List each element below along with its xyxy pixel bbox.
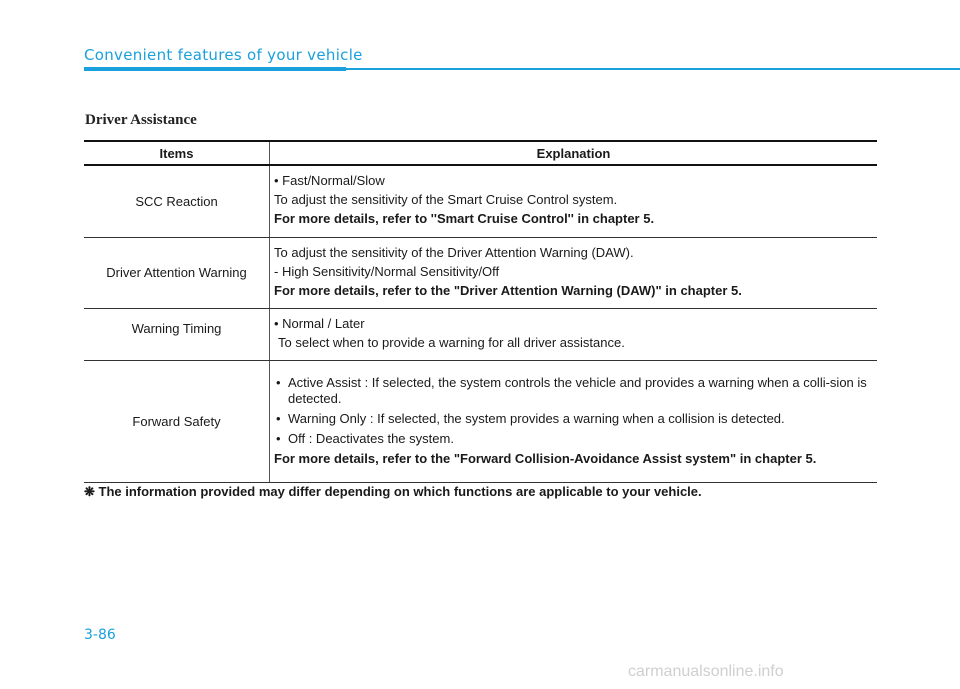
column-header-items: Items [84, 141, 270, 165]
row-explanation [270, 165, 878, 237]
row-explanation [270, 308, 878, 360]
row-item-label: Warning Timing [84, 308, 270, 360]
row-explanation [270, 360, 878, 482]
explanation-text: To adjust the sensitivity of the Driver Attention Warning (DAW). [274, 244, 634, 260]
footnote: ❋ The information provided may differ depending on which functions are applicable to your vehicle. [84, 484, 702, 499]
table-row [84, 237, 877, 308]
table-header-row [84, 141, 877, 165]
table-row [84, 165, 877, 237]
bullet-dot-icon: • [276, 374, 281, 390]
bullet-dot-icon: • [276, 410, 281, 426]
explanation-text: To adjust the sensitivity of the Smart Cruise Control system. [274, 192, 618, 208]
column-header-explanation: Explanation [270, 141, 878, 165]
page-number: 3-86 [84, 627, 116, 643]
reference-text: For more details, refer to ''Smart Cruise Control'' in chapter 5. [274, 211, 655, 227]
bullet-dot-icon: • [276, 430, 281, 446]
page-title: Driver Assistance [85, 112, 197, 128]
watermark: carmanualsonline.info [628, 663, 784, 680]
table-row [84, 308, 877, 360]
section-header: Convenient features of your vehicle [84, 46, 363, 64]
reference-text: For more details, refer to the "Driver Attention Warning (DAW)" in chapter 5. [274, 282, 742, 298]
row-item-label: Driver Attention Warning [84, 237, 270, 308]
bullet-item [274, 431, 871, 447]
bullet-text: Active Assist : If selected, the system controls the vehicle and provides a warning when a colli-sion is detected. [288, 374, 867, 406]
row-explanation [270, 237, 878, 308]
reference-text: For more details, refer to the "Forward Collision-Avoidance Assist system" in chapter 5. [274, 450, 817, 466]
bullet-item [274, 375, 871, 407]
bullet-item [274, 411, 871, 427]
table-row [84, 360, 877, 482]
settings-table [84, 140, 877, 483]
row-item-label: SCC Reaction [84, 165, 270, 237]
header-rule [346, 68, 960, 70]
explanation-text: To select when to provide a warning for all driver assistance. [278, 334, 625, 350]
row-item-label: Forward Safety [84, 360, 270, 482]
option-list: - High Sensitivity/Normal Sensitivity/Off [274, 263, 500, 279]
option-list: • Fast/Normal/Slow [274, 173, 385, 189]
bullet-text: Warning Only : If selected, the system provides a warning when a collision is detected. [288, 410, 785, 426]
option-list: • Normal / Later [274, 315, 365, 331]
header-accent-bar [84, 67, 346, 71]
bullet-text: Off : Deactivates the system. [288, 430, 454, 446]
